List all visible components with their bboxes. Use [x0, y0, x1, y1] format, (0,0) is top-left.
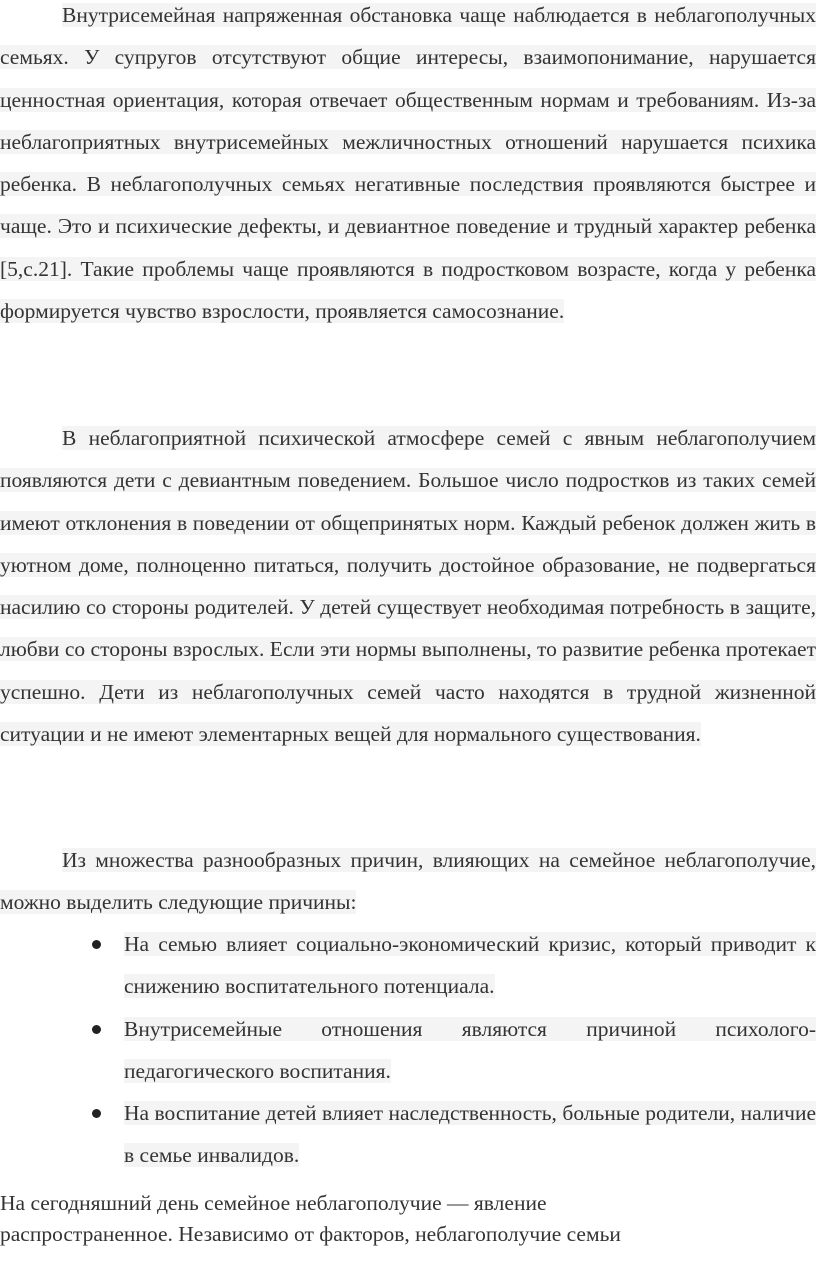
list-item-text: На воспитание детей влияет наследственность, больные родители, наличие в семье инвалидов.: [124, 1101, 816, 1168]
list-item: [0, 1092, 816, 1177]
closing-line-2: распространенное. Независимо от факторов, неблагополучие семьи: [0, 1222, 621, 1246]
list-item-text: Внутрисемейные отношения являются причиной психолого-педагогического воспитания.: [124, 1016, 816, 1083]
bullet-icon: [92, 1025, 101, 1034]
list-item-text: На семью влияет социально-экономический кризис, который приводит к снижению воспитательного потенциала.: [124, 932, 816, 999]
paragraph-1: [0, 0, 816, 332]
closing-paragraph: [0, 1188, 816, 1250]
paragraph-3-text: Из множества разнообразных причин, влияющих на семейное неблагополучие, можно выделить следующие причины:: [0, 848, 816, 915]
list-item: [0, 923, 816, 1008]
paragraph-2-text: В неблагоприятной психической атмосфере семей с явным неблагополучием появляются дети с девиантным поведением. Большое число подростков из таких семей имеют отклонения в поведении от общепринятых норм. Каждый ребенок должен жить в уютном доме, полноценно питаться, получить достойное образование, не подвергаться насилию со стороны родителей. У детей существует необходимая потребность в защите, любви со стороны взрослых. Если эти нормы выполнены, то развитие ребенка протекает успешно. Дети из неблагополучных семей часто находятся в трудной жизненной ситуации и не имеют элементарных вещей для нормального существования.: [0, 426, 816, 747]
bullet-icon: [92, 1109, 101, 1118]
paragraph-1-text: Внутрисемейная напряженная обстановка чаще наблюдается в неблагополучных семьях. У супругов отсутствуют общие интересы, взаимопонимание, нарушается ценностная ориентация, которая отвечает общественным нормам и требованиям. Из-за неблагоприятных внутрисемейных межличностных отношений нарушается психика ребенка. В неблагополучных семьях негативные последствия проявляются быстрее и чаще. Это и психические дефекты, и девиантное поведение и трудный характер ребенка [5,с.21]. Такие проблемы чаще проявляются в подростковом возрасте, когда у ребенка формируется чувство взрослости, проявляется самосознание.: [0, 3, 816, 324]
causes-list: [0, 923, 816, 1177]
list-item: [0, 1008, 816, 1093]
paragraph-2: [0, 417, 816, 755]
paragraph-3: [0, 839, 816, 924]
closing-line-1: На сегодняшний день семейное неблагополучие — явление: [0, 1191, 547, 1215]
bullet-icon: [92, 940, 101, 949]
